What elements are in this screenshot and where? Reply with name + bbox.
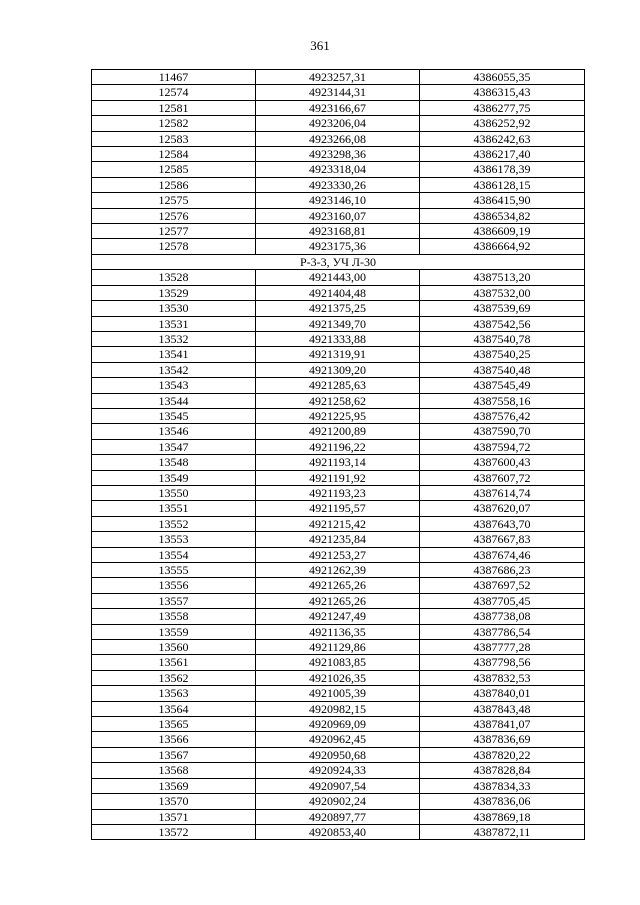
- y-coordinate-cell: 4386277,75: [420, 100, 585, 115]
- point-number-cell: 12585: [92, 162, 256, 177]
- table-row: [92, 501, 585, 516]
- point-number-cell: 13552: [92, 516, 256, 531]
- y-coordinate-cell: 4387532,00: [420, 285, 585, 300]
- table-row: [92, 424, 585, 439]
- x-coordinate-cell: 4921193,23: [256, 485, 420, 500]
- y-coordinate-cell: 4387777,28: [420, 640, 585, 655]
- x-coordinate-cell: 4921196,22: [256, 439, 420, 454]
- section-title: Р-3-3, УЧ Л-30: [92, 254, 585, 269]
- table-row: [92, 609, 585, 624]
- y-coordinate-cell: 4387869,18: [420, 809, 585, 824]
- x-coordinate-cell: 4921235,84: [256, 532, 420, 547]
- section-row: [92, 254, 585, 269]
- table-row: [92, 208, 585, 223]
- y-coordinate-cell: 4386609,19: [420, 224, 585, 239]
- table-row: [92, 301, 585, 316]
- table-row: [92, 516, 585, 531]
- point-number-cell: 13567: [92, 747, 256, 762]
- table-row: [92, 285, 585, 300]
- point-number-cell: 13532: [92, 331, 256, 346]
- x-coordinate-cell: 4921215,42: [256, 516, 420, 531]
- x-coordinate-cell: 4923168,81: [256, 224, 420, 239]
- x-coordinate-cell: 4920969,09: [256, 717, 420, 732]
- y-coordinate-cell: 4387872,11: [420, 824, 585, 839]
- table-row: [92, 686, 585, 701]
- x-coordinate-cell: 4921129,86: [256, 640, 420, 655]
- x-coordinate-cell: 4923166,67: [256, 100, 420, 115]
- y-coordinate-cell: 4387576,42: [420, 408, 585, 423]
- y-coordinate-cell: 4387820,22: [420, 747, 585, 762]
- table-row: [92, 563, 585, 578]
- point-number-cell: 13550: [92, 485, 256, 500]
- table-row: [92, 85, 585, 100]
- point-number-cell: 11467: [92, 70, 256, 85]
- table-row: [92, 439, 585, 454]
- y-coordinate-cell: 4387542,56: [420, 316, 585, 331]
- table-row: [92, 131, 585, 146]
- y-coordinate-cell: 4387590,70: [420, 424, 585, 439]
- table-row: [92, 763, 585, 778]
- point-number-cell: 13570: [92, 794, 256, 809]
- y-coordinate-cell: 4386178,39: [420, 162, 585, 177]
- y-coordinate-cell: 4386242,63: [420, 131, 585, 146]
- y-coordinate-cell: 4386664,92: [420, 239, 585, 254]
- x-coordinate-cell: 4923330,26: [256, 177, 420, 192]
- x-coordinate-cell: 4921443,00: [256, 270, 420, 285]
- y-coordinate-cell: 4386252,92: [420, 116, 585, 131]
- table-row: [92, 455, 585, 470]
- table-row: [92, 147, 585, 162]
- y-coordinate-cell: 4387667,83: [420, 532, 585, 547]
- point-number-cell: 13530: [92, 301, 256, 316]
- table-row: [92, 100, 585, 115]
- x-coordinate-cell: 4921195,57: [256, 501, 420, 516]
- y-coordinate-cell: 4387620,07: [420, 501, 585, 516]
- y-coordinate-cell: 4387594,72: [420, 439, 585, 454]
- point-number-cell: 13551: [92, 501, 256, 516]
- table-row: [92, 393, 585, 408]
- table-row: [92, 177, 585, 192]
- point-number-cell: 13544: [92, 393, 256, 408]
- table-row: [92, 316, 585, 331]
- y-coordinate-cell: 4386217,40: [420, 147, 585, 162]
- y-coordinate-cell: 4387540,48: [420, 362, 585, 377]
- point-number-cell: 13529: [92, 285, 256, 300]
- y-coordinate-cell: 4387607,72: [420, 470, 585, 485]
- point-number-cell: 13562: [92, 670, 256, 685]
- x-coordinate-cell: 4923206,04: [256, 116, 420, 131]
- table-row: [92, 640, 585, 655]
- x-coordinate-cell: 4921083,85: [256, 655, 420, 670]
- point-number-cell: 12575: [92, 193, 256, 208]
- point-number-cell: 13553: [92, 532, 256, 547]
- y-coordinate-cell: 4387705,45: [420, 593, 585, 608]
- point-number-cell: 13566: [92, 732, 256, 747]
- table-row: [92, 593, 585, 608]
- x-coordinate-cell: 4921265,26: [256, 593, 420, 608]
- point-number-cell: 12581: [92, 100, 256, 115]
- x-coordinate-cell: 4921333,88: [256, 331, 420, 346]
- table-row: [92, 331, 585, 346]
- point-number-cell: 13531: [92, 316, 256, 331]
- point-number-cell: 13546: [92, 424, 256, 439]
- y-coordinate-cell: 4386055,35: [420, 70, 585, 85]
- x-coordinate-cell: 4921193,14: [256, 455, 420, 470]
- y-coordinate-cell: 4387836,06: [420, 794, 585, 809]
- y-coordinate-cell: 4387843,48: [420, 701, 585, 716]
- table-row: [92, 347, 585, 362]
- x-coordinate-cell: 4921191,92: [256, 470, 420, 485]
- point-number-cell: 13556: [92, 578, 256, 593]
- point-number-cell: 13560: [92, 640, 256, 655]
- x-coordinate-cell: 4920902,24: [256, 794, 420, 809]
- point-number-cell: 13548: [92, 455, 256, 470]
- table-row: [92, 578, 585, 593]
- point-number-cell: 13528: [92, 270, 256, 285]
- table-row: [92, 794, 585, 809]
- y-coordinate-cell: 4387539,69: [420, 301, 585, 316]
- table-row: [92, 824, 585, 839]
- point-number-cell: 12574: [92, 85, 256, 100]
- table-row: [92, 408, 585, 423]
- y-coordinate-cell: 4387786,54: [420, 624, 585, 639]
- point-number-cell: 12576: [92, 208, 256, 223]
- table-row: [92, 378, 585, 393]
- x-coordinate-cell: 4921285,63: [256, 378, 420, 393]
- point-number-cell: 13557: [92, 593, 256, 608]
- point-number-cell: 13554: [92, 547, 256, 562]
- point-number-cell: 13541: [92, 347, 256, 362]
- y-coordinate-cell: 4386315,43: [420, 85, 585, 100]
- y-coordinate-cell: 4387832,53: [420, 670, 585, 685]
- x-coordinate-cell: 4923266,08: [256, 131, 420, 146]
- point-number-cell: 12584: [92, 147, 256, 162]
- x-coordinate-cell: 4923175,36: [256, 239, 420, 254]
- x-coordinate-cell: 4921247,49: [256, 609, 420, 624]
- point-number-cell: 13543: [92, 378, 256, 393]
- point-number-cell: 13563: [92, 686, 256, 701]
- y-coordinate-cell: 4387697,52: [420, 578, 585, 593]
- table-row: [92, 116, 585, 131]
- point-number-cell: 13561: [92, 655, 256, 670]
- point-number-cell: 13569: [92, 778, 256, 793]
- point-number-cell: 13568: [92, 763, 256, 778]
- coordinates-table: [91, 69, 585, 840]
- page-number: 361: [310, 38, 330, 53]
- y-coordinate-cell: 4387545,49: [420, 378, 585, 393]
- table-row: [92, 701, 585, 716]
- x-coordinate-cell: 4921005,39: [256, 686, 420, 701]
- x-coordinate-cell: 4921349,70: [256, 316, 420, 331]
- y-coordinate-cell: 4387798,56: [420, 655, 585, 670]
- x-coordinate-cell: 4920962,45: [256, 732, 420, 747]
- x-coordinate-cell: 4921319,91: [256, 347, 420, 362]
- table-row: [92, 70, 585, 85]
- x-coordinate-cell: 4921404,48: [256, 285, 420, 300]
- x-coordinate-cell: 4921262,39: [256, 563, 420, 578]
- y-coordinate-cell: 4387686,23: [420, 563, 585, 578]
- x-coordinate-cell: 4921265,26: [256, 578, 420, 593]
- x-coordinate-cell: 4923257,31: [256, 70, 420, 85]
- y-coordinate-cell: 4387840,01: [420, 686, 585, 701]
- y-coordinate-cell: 4387558,16: [420, 393, 585, 408]
- x-coordinate-cell: 4923160,07: [256, 208, 420, 223]
- y-coordinate-cell: 4387828,84: [420, 763, 585, 778]
- coordinates-table-body: [92, 70, 585, 840]
- x-coordinate-cell: 4920907,54: [256, 778, 420, 793]
- point-number-cell: 12578: [92, 239, 256, 254]
- point-number-cell: 12586: [92, 177, 256, 192]
- point-number-cell: 12577: [92, 224, 256, 239]
- point-number-cell: 13547: [92, 439, 256, 454]
- y-coordinate-cell: 4387614,74: [420, 485, 585, 500]
- point-number-cell: 13558: [92, 609, 256, 624]
- point-number-cell: 13564: [92, 701, 256, 716]
- table-row: [92, 717, 585, 732]
- table-row: [92, 655, 585, 670]
- point-number-cell: 12582: [92, 116, 256, 131]
- point-number-cell: 12583: [92, 131, 256, 146]
- table-row: [92, 224, 585, 239]
- x-coordinate-cell: 4921258,62: [256, 393, 420, 408]
- x-coordinate-cell: 4920924,33: [256, 763, 420, 778]
- table-row: [92, 732, 585, 747]
- point-number-cell: 13559: [92, 624, 256, 639]
- point-number-cell: 13572: [92, 824, 256, 839]
- y-coordinate-cell: 4387834,33: [420, 778, 585, 793]
- y-coordinate-cell: 4387540,78: [420, 331, 585, 346]
- table-row: [92, 239, 585, 254]
- table-row: [92, 362, 585, 377]
- y-coordinate-cell: 4387600,43: [420, 455, 585, 470]
- x-coordinate-cell: 4920982,15: [256, 701, 420, 716]
- table-row: [92, 270, 585, 285]
- y-coordinate-cell: 4387513,20: [420, 270, 585, 285]
- table-row: [92, 193, 585, 208]
- x-coordinate-cell: 4921253,27: [256, 547, 420, 562]
- table-row: [92, 162, 585, 177]
- table-row: [92, 470, 585, 485]
- y-coordinate-cell: 4387738,08: [420, 609, 585, 624]
- x-coordinate-cell: 4920897,77: [256, 809, 420, 824]
- point-number-cell: 13571: [92, 809, 256, 824]
- table-row: [92, 532, 585, 547]
- table-row: [92, 670, 585, 685]
- y-coordinate-cell: 4387674,46: [420, 547, 585, 562]
- x-coordinate-cell: 4920950,68: [256, 747, 420, 762]
- x-coordinate-cell: 4921309,20: [256, 362, 420, 377]
- y-coordinate-cell: 4387836,69: [420, 732, 585, 747]
- x-coordinate-cell: 4923318,04: [256, 162, 420, 177]
- point-number-cell: 13555: [92, 563, 256, 578]
- table-row: [92, 485, 585, 500]
- x-coordinate-cell: 4923146,10: [256, 193, 420, 208]
- y-coordinate-cell: 4386534,82: [420, 208, 585, 223]
- x-coordinate-cell: 4923144,31: [256, 85, 420, 100]
- x-coordinate-cell: 4921375,25: [256, 301, 420, 316]
- x-coordinate-cell: 4923298,36: [256, 147, 420, 162]
- x-coordinate-cell: 4921026,35: [256, 670, 420, 685]
- table-row: [92, 778, 585, 793]
- x-coordinate-cell: 4921200,89: [256, 424, 420, 439]
- y-coordinate-cell: 4387643,70: [420, 516, 585, 531]
- x-coordinate-cell: 4921136,35: [256, 624, 420, 639]
- x-coordinate-cell: 4921225,95: [256, 408, 420, 423]
- y-coordinate-cell: 4387540,25: [420, 347, 585, 362]
- point-number-cell: 13542: [92, 362, 256, 377]
- table-row: [92, 747, 585, 762]
- y-coordinate-cell: 4386415,90: [420, 193, 585, 208]
- point-number-cell: 13549: [92, 470, 256, 485]
- point-number-cell: 13565: [92, 717, 256, 732]
- table-row: [92, 809, 585, 824]
- table-row: [92, 624, 585, 639]
- x-coordinate-cell: 4920853,40: [256, 824, 420, 839]
- table-row: [92, 547, 585, 562]
- y-coordinate-cell: 4386128,15: [420, 177, 585, 192]
- point-number-cell: 13545: [92, 408, 256, 423]
- y-coordinate-cell: 4387841,07: [420, 717, 585, 732]
